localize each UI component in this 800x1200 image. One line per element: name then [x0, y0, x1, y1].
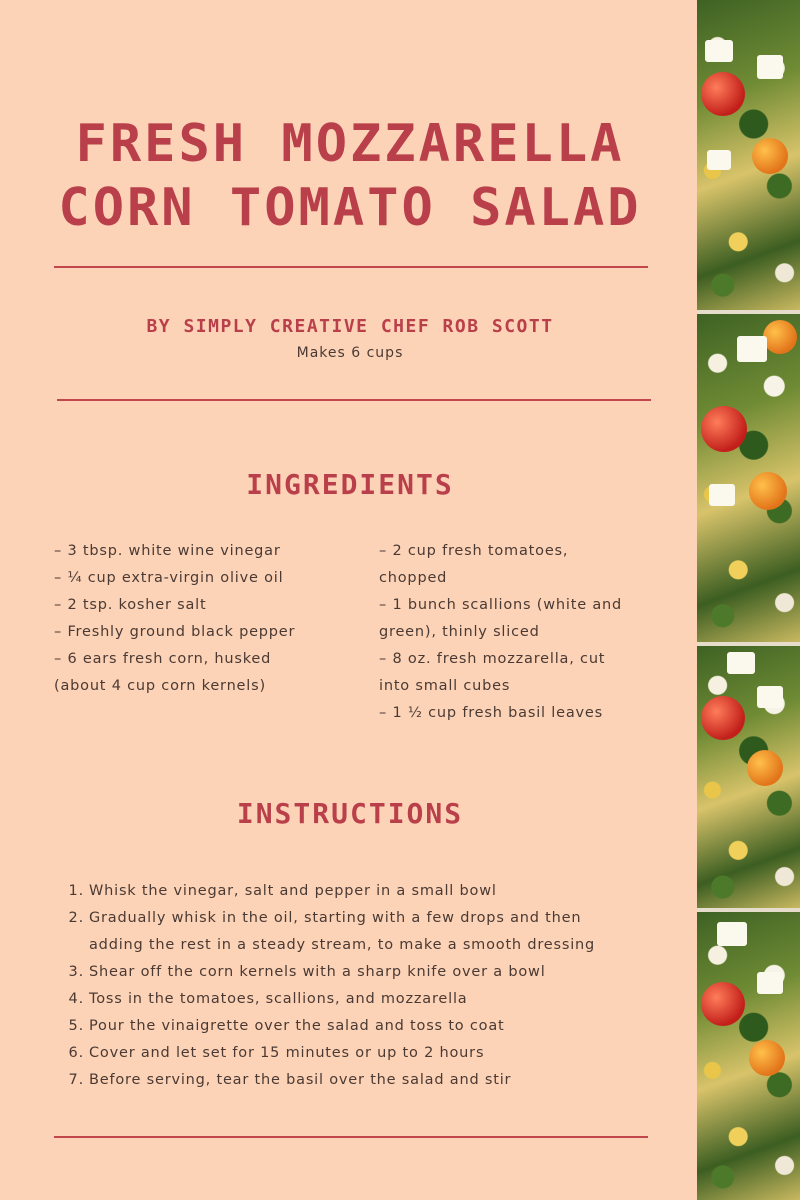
ingredient-line: – ¼ cup extra-virgin olive oil [54, 570, 284, 586]
instruction-step: Cover and let set for 15 minutes or up to 2 hours [89, 1045, 485, 1061]
recipe-title-line1: FRESH MOZZARELLA [75, 114, 625, 174]
instruction-step: Toss in the tomatoes, scallions, and mozzarella [89, 991, 468, 1007]
instruction-step: Gradually whisk in the oil, starting with a few drops and then adding the rest in a steady stream, to make a smooth dressing [89, 910, 596, 953]
ingredient-line: – 6 ears fresh corn, husked [54, 651, 272, 667]
salad-photo [697, 314, 800, 642]
ingredients-column-left [54, 538, 364, 700]
ingredient-line: chopped [379, 570, 448, 586]
recipe-byline: BY SIMPLY CREATIVE CHEF ROB SCOTT [146, 316, 554, 337]
ingredient-line: – 2 cup fresh tomatoes, [379, 543, 569, 559]
ingredient-line: into small cubes [379, 678, 511, 694]
divider-middle [57, 399, 651, 401]
ingredient-line: green), thinly sliced [379, 624, 540, 640]
ingredients-heading: INGREDIENTS [246, 468, 454, 501]
instruction-step: Before serving, tear the basil over the salad and stir [89, 1072, 512, 1088]
salad-photo [697, 0, 800, 310]
instructions-list [58, 878, 638, 1094]
ingredient-line: – 2 tsp. kosher salt [54, 597, 207, 613]
divider-top [54, 266, 648, 268]
salad-photo [697, 646, 800, 908]
ingredient-line: – 8 oz. fresh mozzarella, cut [379, 651, 606, 667]
instruction-step: Shear off the corn kernels with a sharp knife over a bowl [89, 964, 546, 980]
divider-bottom [54, 1136, 648, 1138]
instruction-step: Pour the vinaigrette over the salad and toss to coat [89, 1018, 505, 1034]
recipe-title [40, 112, 660, 240]
ingredient-line: – Freshly ground black pepper [54, 624, 296, 640]
ingredient-line: – 1 bunch scallions (white and [379, 597, 623, 613]
recipe-title-line2: CORN TOMATO SALAD [58, 178, 642, 238]
instruction-step: Whisk the vinegar, salt and pepper in a small bowl [89, 883, 497, 899]
ingredient-line: (about 4 cup corn kernels) [54, 678, 266, 694]
ingredients-column-right [379, 538, 679, 727]
instructions-heading: INSTRUCTIONS [236, 797, 464, 830]
ingredient-line: – 3 tbsp. white wine vinegar [54, 543, 281, 559]
recipe-yield: Makes 6 cups [296, 345, 404, 361]
ingredient-line: – 1 ½ cup fresh basil leaves [379, 705, 603, 721]
salad-photo-strip [697, 0, 800, 1200]
salad-photo [697, 912, 800, 1200]
